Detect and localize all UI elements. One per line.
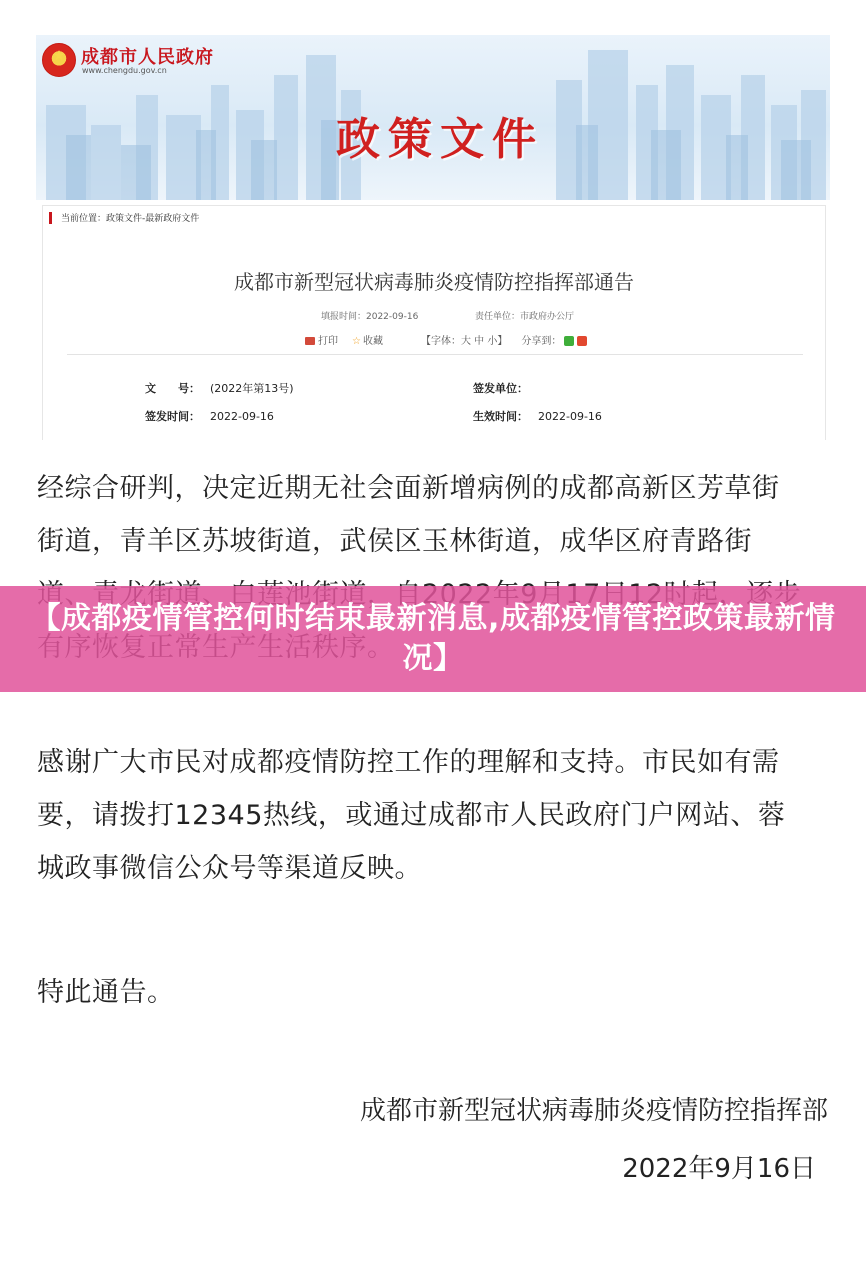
- favorite-button[interactable]: ☆ 收藏: [352, 336, 383, 347]
- star-icon: ☆: [352, 336, 361, 347]
- font-size-selector[interactable]: 【字体：大 中 小】: [420, 336, 508, 347]
- breadcrumb-marker: [49, 212, 52, 224]
- effective-date-label: 生效时间：: [473, 410, 528, 423]
- paragraph-line: 要，请拨打12345热线，或通过成都市人民政府门户网站、蓉: [37, 800, 786, 831]
- gov-site-url: www.chengdu.gov.cn: [82, 66, 167, 75]
- gov-banner: [36, 35, 830, 200]
- effective-date: [473, 408, 602, 424]
- sign-date-label: 签发时间：: [145, 410, 200, 423]
- paragraph-line: 街道，青羊区苏坡街道，武侯区玉林街道，成华区府青路街: [37, 526, 752, 557]
- sign-date-value: 2022-09-16: [210, 410, 274, 423]
- banner-title: 政策文件: [336, 114, 544, 165]
- paragraph-thanks: [37, 736, 837, 895]
- article-title-overlay[interactable]: [0, 586, 866, 692]
- gov-page-screenshot: [36, 35, 830, 440]
- document-card: [42, 205, 826, 440]
- issuer: [473, 380, 538, 396]
- wechat-share-icon[interactable]: [564, 336, 574, 346]
- share-label: 分享到：: [521, 332, 587, 347]
- doc-number-value: (2022年第13号): [210, 382, 294, 395]
- doc-number: [145, 380, 294, 396]
- effective-date-value: 2022-09-16: [538, 410, 602, 423]
- paragraph-line: 特此通告。: [37, 977, 175, 1008]
- fill-date: 填报时间：2022-09-16: [321, 312, 419, 322]
- signature-organization: 成都市新型冠状病毒肺炎疫情防控指挥部: [359, 1096, 828, 1126]
- breadcrumb: 当前位置：政策文件-最新政府文件: [61, 214, 200, 224]
- divider: [67, 354, 803, 355]
- article-title[interactable]: 【成都疫情管控何时结束最新消息,成都疫情管控政策最新情况】: [30, 601, 836, 676]
- weibo-share-icon[interactable]: [577, 336, 587, 346]
- document-title: 成都市新型冠状病毒肺炎疫情防控指挥部通告: [234, 270, 634, 294]
- doc-number-label: 文 号：: [145, 382, 200, 395]
- sign-date: [145, 408, 274, 424]
- paragraph-notice: [37, 966, 837, 1019]
- signature-date: 2022年9月16日: [622, 1154, 816, 1184]
- gov-emblem-icon: ★: [42, 43, 76, 77]
- print-icon: [305, 337, 315, 345]
- gov-site-name: 成都市人民政府: [81, 47, 214, 68]
- paragraph-line: 经综合研判，决定近期无社会面新增病例的成都高新区芳草街: [37, 473, 780, 504]
- doc-toolbar: [305, 332, 587, 347]
- responsible-unit: 责任单位：市政府办公厅: [475, 312, 575, 322]
- print-button[interactable]: 打印: [305, 332, 338, 347]
- paragraph-line: 城政事微信公众号等渠道反映。: [37, 853, 422, 884]
- issuer-label: 签发单位：: [473, 382, 528, 395]
- paragraph-line: 感谢广大市民对成都疫情防控工作的理解和支持。市民如有需: [37, 747, 780, 778]
